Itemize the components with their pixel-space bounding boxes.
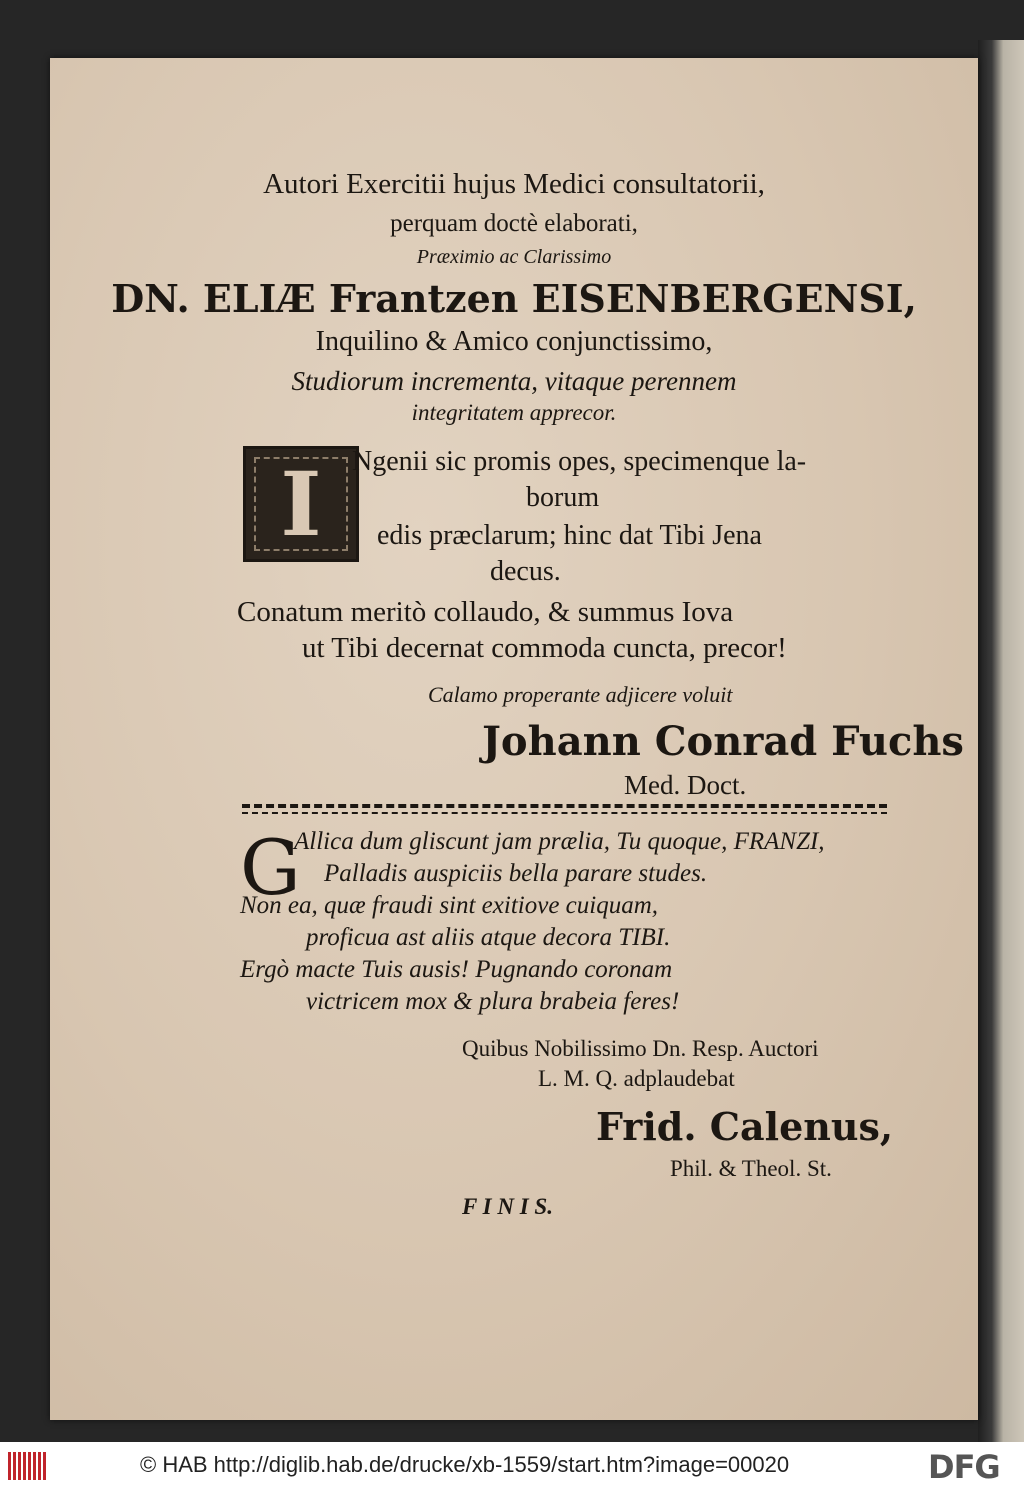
signature2-intro: Quibus Nobilissimo Dn. Resp. Auctori [462,1036,819,1061]
signature1-intro: Calamo properante adjicere voluit [428,682,733,707]
dedication-line-1: Autori Exercitii hujus Medici consultatorii, [263,168,765,200]
poem1-line-6: ut Tibi decernat commoda cuncta, precor! [302,632,787,664]
signature1-title: Med. Doct. [624,770,747,800]
poem2-line-1: Allica dum gliscunt jam prælia, Tu quoque, FRANZI, [294,828,825,855]
dedication-line-7: integritatem apprecor. [411,400,617,425]
divider-rule [242,804,887,808]
viewer-footer [0,1442,1024,1490]
book-page [50,58,978,1420]
copyright-url[interactable]: © HAB http://diglib.hab.de/drucke/xb-1559/start.htm?image=00020 [140,1452,790,1477]
poem2-line-3: Non ea, quæ fraudi sint exitiove cuiquam, [240,892,659,919]
poem2-line-5: Ergò macte Tuis ausis! Pugnando coronam [240,956,673,983]
poem2-line-4: proficua ast aliis atque decora TIBI. [306,924,671,951]
poem2-line-2: Palladis auspiciis bella parare studes. [324,860,708,887]
hab-logo-icon [8,1452,48,1480]
poem1-line-4: decus. [490,556,561,587]
poem1-line-5: Conatum meritò collaudo, & summus Iova [237,596,734,628]
signature1-name: Johann Conrad Fuchs [482,718,964,765]
poem1-line-1: Ngenii sic promis opes, specimenque la- [352,446,807,477]
signature2-name: Frid. Calenus, [596,1104,894,1149]
divider-rule-thin [242,812,887,814]
poem1-line-2: borum [526,482,600,513]
adjacent-page-edge [978,40,1024,1442]
ornamental-initial [243,446,359,562]
dedicatee-name: DN. ELIÆ Frantzen EISENBERGENSI, [111,276,917,321]
poem2-line-6: victricem mox & plura brabeia feres! [306,988,680,1015]
dfg-logo: DFG [928,1448,1000,1486]
drop-capital-g: G [240,823,301,912]
poem1-line-3: edis præclarum; hinc dat Tibi Jena [377,520,762,551]
initial-letter: I [280,452,322,556]
finis-label: F I N I S. [462,1194,553,1219]
signature2-title: Phil. & Theol. St. [670,1156,832,1181]
dedication-line-5: Inquilino & Amico conjunctissimo, [315,326,713,357]
dedication-line-2: perquam doctè elaborati, [390,210,638,237]
dedication-line-6: Studiorum incrementa, vitaque perennem [291,366,737,396]
signature2-line: L. M. Q. adplaudebat [538,1066,735,1091]
dedication-line-3: Præximio ac Clarissimo [416,246,612,268]
